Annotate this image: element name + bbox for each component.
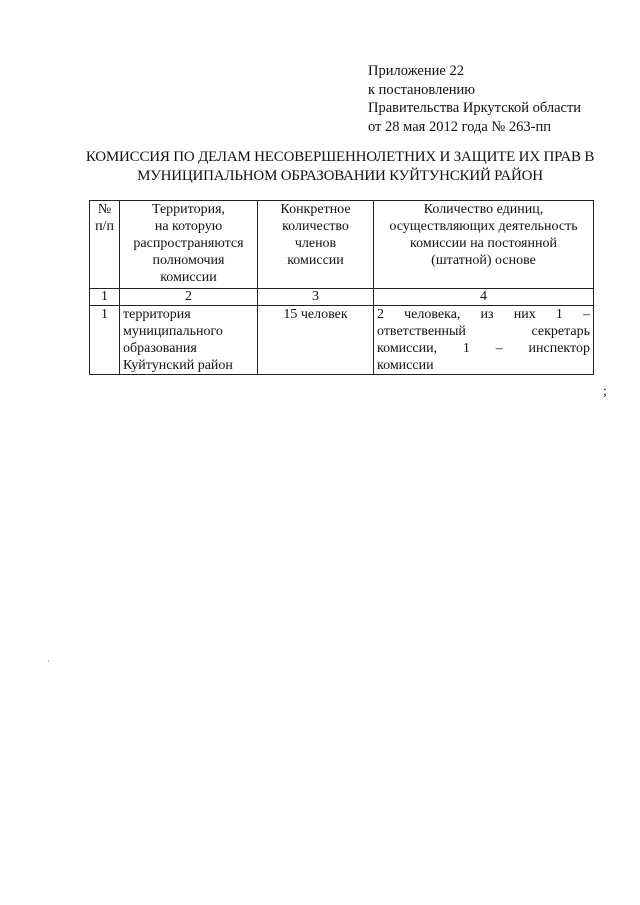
- staff-word: из: [480, 307, 494, 322]
- header-text: Территория,: [151, 202, 226, 217]
- appendix-line: к постановлению: [368, 81, 476, 98]
- staff-word: комиссии: [377, 358, 434, 373]
- staff-word: 1: [462, 341, 470, 356]
- header-text: на которую: [154, 219, 223, 234]
- territory-text: образования: [123, 341, 197, 356]
- header-text: комиссии на постоянной: [410, 236, 557, 251]
- header-cell-staff: [374, 201, 594, 289]
- header-text: Количество единиц,: [423, 202, 544, 217]
- staff-word: 2: [377, 307, 384, 322]
- header-text: полномочия: [152, 253, 225, 268]
- table-number-row: [90, 289, 594, 306]
- header-text: комиссии: [160, 270, 217, 285]
- scan-speck: [48, 660, 49, 662]
- staff-word: –: [495, 341, 503, 356]
- staff-word: ответственный: [377, 324, 466, 339]
- header-text: комиссии: [287, 253, 344, 268]
- appendix-line: от 28 мая 2012 года № 263-пп: [368, 118, 551, 135]
- header-cell-members: [258, 201, 374, 289]
- staff-word: них: [513, 307, 536, 322]
- column-number: 3: [258, 289, 374, 306]
- header-text: осуществляющих деятельность: [389, 219, 578, 234]
- staff-line: [377, 357, 590, 374]
- column-number: 1: [90, 289, 120, 306]
- column-number: 2: [120, 289, 258, 306]
- header-text: распространяются: [133, 236, 244, 251]
- header-text: Конкретное: [280, 202, 351, 217]
- title-line: МУНИЦИПАЛЬНОМ ОБРАЗОВАНИИ КУЙТУНСКИЙ РАЙОН: [137, 168, 543, 184]
- staff-word: –: [582, 307, 590, 322]
- row-number: 1: [90, 306, 120, 375]
- staff-word: человека,: [404, 307, 461, 322]
- staff-line: [377, 306, 590, 323]
- header-text: п/п: [95, 219, 114, 234]
- header-text: членов: [294, 236, 337, 251]
- header-text: (штатной) основе: [431, 253, 536, 268]
- members-cell: 15 человек: [258, 306, 374, 375]
- column-number: 4: [374, 289, 594, 306]
- document-title: [60, 148, 620, 186]
- territory-cell: [120, 306, 258, 375]
- appendix-block: [368, 62, 581, 136]
- territory-text: муниципального: [123, 324, 223, 339]
- appendix-line: Правительства Иркутской области: [368, 100, 582, 116]
- staff-line: [377, 340, 590, 357]
- staff-line: [377, 323, 590, 340]
- staff-cell: [374, 306, 594, 375]
- header-text: количество: [282, 219, 349, 234]
- staff-word: инспектор: [528, 341, 590, 356]
- staff-word: комиссии,: [377, 341, 438, 356]
- territory-text: территория: [123, 307, 191, 322]
- territory-text: Куйтунский район: [123, 358, 233, 373]
- trailing-semicolon: ;: [603, 384, 607, 399]
- appendix-line: Приложение 22: [368, 63, 464, 79]
- staff-word: 1: [555, 307, 563, 322]
- header-cell-territory: [120, 201, 258, 289]
- header-cell-number: [90, 201, 120, 289]
- table-header-row: [90, 201, 594, 289]
- title-line: КОМИССИЯ ПО ДЕЛАМ НЕСОВЕРШЕННОЛЕТНИХ И ЗАЩИТЕ ИХ ПРАВ В: [85, 149, 595, 165]
- commission-table: [89, 200, 594, 375]
- staff-word: секретарь: [531, 324, 590, 339]
- header-text: №: [97, 202, 112, 217]
- table-row: [90, 306, 594, 375]
